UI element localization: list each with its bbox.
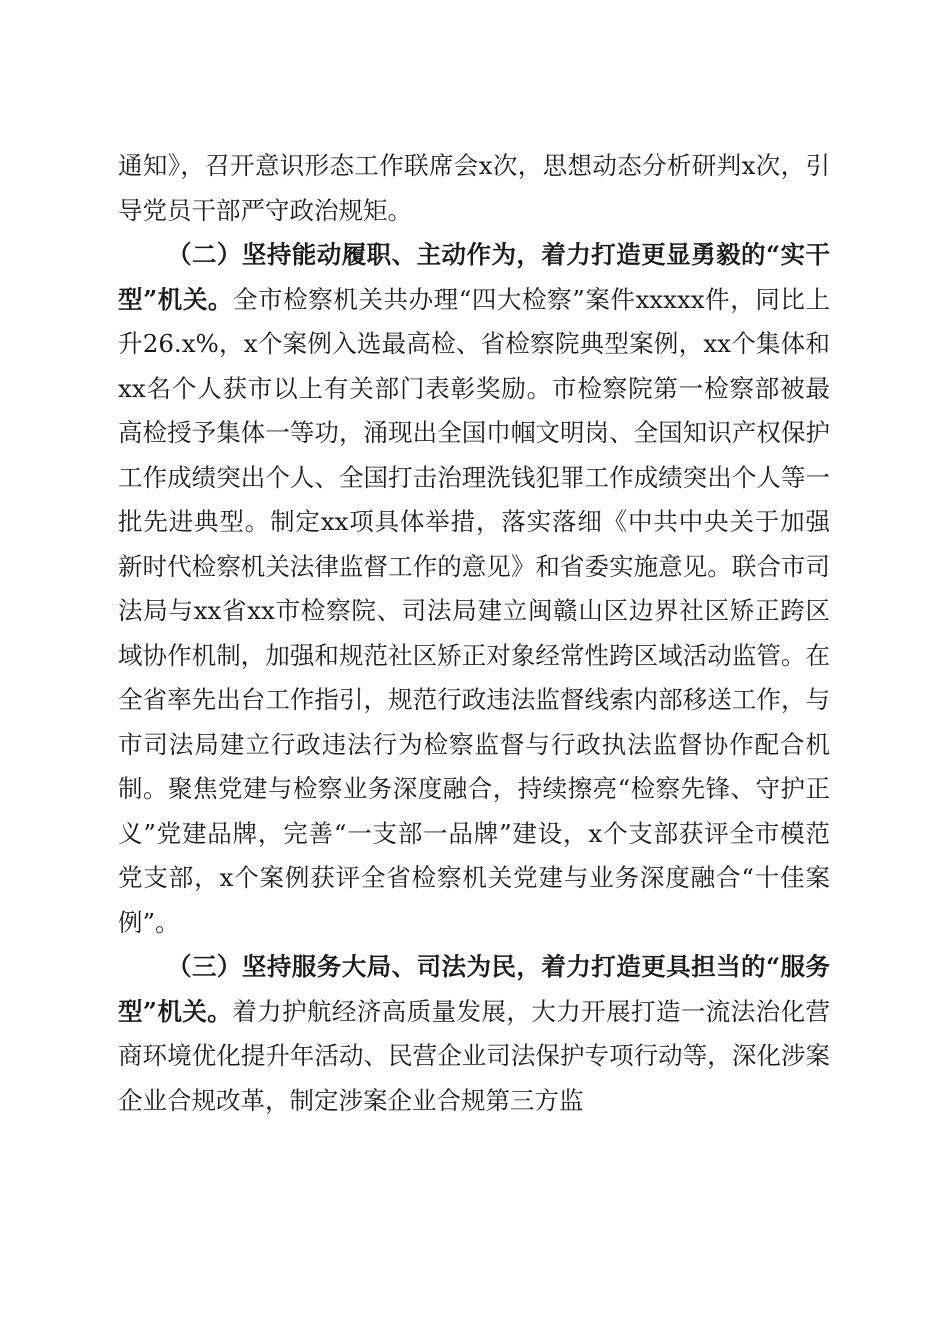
- section-two-heading: （二）坚持能动履职、主动作为，着力打造更显勇毅的“实干型”机关。: [118, 240, 830, 314]
- paragraph-continuation: 通知》，召开意识形态工作联席会x次，思想动态分析研判x次，引导党员干部严守政治规矩。: [118, 151, 830, 225]
- section-three-heading: （三）坚持服务大局、司法为民，着力打造更具担当的“服务型”机关。: [118, 952, 830, 1026]
- paragraph-section-three: [118, 945, 830, 1123]
- section-three-body: 着力护航经济高质量发展，大力开展打造一流法治化营商环境优化提升年活动、民营企业司法保护专项行动等，深化涉案企业合规改革，制定涉案企业合规第三方监: [118, 996, 830, 1115]
- section-two-body: 全市检察机关共办理“四大检察”案件xxxxx件，同比上升26.x%，x个案例入选最高检、省检察院典型案例，xx个集体和xx名个人获市以上有关部门表彰奖励。市检察院第一检察部被最高检授予集体一等功，涌现出全国巾帼文明岗、全国知识产权保护工作成绩突出个人、全国打击治理洗钱犯罪工作成绩突出个人等一批先进典型。制定xx项具体举措，落实落细《中共中央关于加强新时代检察机关法律监督工作的意见》和省委实施意见。联合市司法局与xx省xx市检察院、司法局建立闽赣山区边界社区矫正跨区域协作机制，加强和规范社区矫正对象经常性跨区域活动监管。在全省率先出台工作指引，规范行政违法监督线索内部移送工作，与市司法局建立行政违法行为检察监督与行政执法监督协作配合机制。聚焦党建与检察业务深度融合，持续擦亮“检察先锋、守护正义”党建品牌，完善“一支部一品牌”建设，x个支部获评全市模范党支部，x个案例获评全省检察机关党建与业务深度融合“十佳案例”。: [118, 284, 830, 937]
- paragraph-section-two: [118, 233, 830, 945]
- document-body: [118, 144, 830, 1123]
